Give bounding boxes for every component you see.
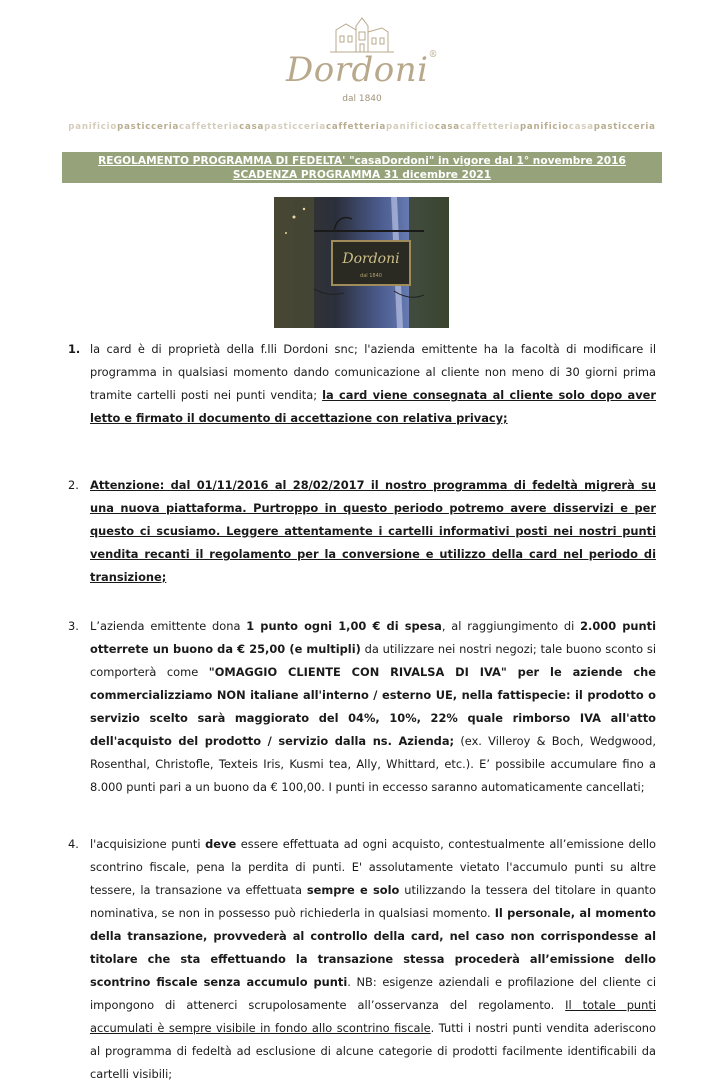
item-text: deve <box>205 837 237 851</box>
bakery-building-logo-icon <box>326 14 398 54</box>
tagline-word: pasticceria <box>117 122 180 132</box>
item-text: "OMAGGIO CLIENTE CON RIVALSA DI IVA" per le aziende che commercializziamo NON italiane all'interno / esterno UE, nella fattispecie: il prodotto o servizio scelto sarà maggiorato del 04%, 10%, 22% quale rimborso IVA all'atto dell'acquisto del prodotto / servizio dalla ns. Azienda; <box>90 665 656 748</box>
regulation-title-banner <box>62 152 662 183</box>
tagline-word: panificio <box>519 122 569 132</box>
item-text: (ex. Villeroy & Boch, Wedgwood, Rosenthal, Christofle, Texteis Iris, Kusmi tea, Ally, Whittard, etc.). E’ possibile accumulare fino a 8.000 punti pari a un buono da € 100,00. I punti in eccesso saranno automaticamente cancellati; <box>90 734 656 794</box>
tagline-word: caffetteria <box>179 122 240 132</box>
item-text: Il personale, al momento della transazione, provvederà al controllo della card, nel caso non corrispondesse al titolare che sta effettuando la transazione stessa procederà all’emissione dello scontrino fiscale senza accumulo punti <box>90 906 656 989</box>
item-number: 4. <box>68 837 79 851</box>
item-text: da utilizzare nei nostri negozi; tale buono sconto si comporterà come <box>90 642 656 679</box>
brand-logo <box>0 50 724 90</box>
brand-since: dal 1840 <box>342 94 382 104</box>
regulation-item <box>68 615 656 799</box>
item-number: 3. <box>68 619 79 633</box>
tagline <box>0 122 724 132</box>
tagline-word: pasticceria <box>264 122 327 132</box>
letterhead <box>0 0 724 140</box>
sign-since: dal 1840 <box>360 273 382 279</box>
sign-brand: Dordoni <box>342 251 400 267</box>
registered-mark: ® <box>428 50 438 60</box>
tagline-word: casa <box>434 122 460 132</box>
item-text: Attenzione: dal 01/11/2016 al 28/02/2017 il nostro programma di fedeltà migrerà su una nuova piattaforma. Purtroppo in questo periodo potremo avere disservizi e per questo ci scusiamo. Leggere attentamente i cartelli informativi posti nei nostri punti vendita recanti il regolamento per la conversione e utilizzo della card nel periodo di transizione; <box>90 478 656 584</box>
item-text: . Tutti i nostri punti vendita aderiscono al programma di fedeltà ad esclusione di alcune categorie di prodotti facilmente identificabili da cartelli visibili; <box>90 1021 656 1081</box>
item-text: la card è di proprietà della f.lli Dordoni snc; l'azienda emittente ha la facoltà di modificare il programma in qualsiasi momento dando comunicazione al cliente non meno di 30 giorni prima tramite cartelli posti nei punti vendita; <box>90 342 656 402</box>
tagline-word: panificio <box>68 122 118 132</box>
item-text: essere effettuata ad ogni acquisto, contestualmente all’emissione dello scontrino fiscale, pena la perdita di punti. E' assolutamente vietato l'accumulo punti su altre tessere, la transazione va effettuata <box>90 837 656 897</box>
regulation-list <box>68 338 656 1086</box>
item-number: 1. <box>68 342 81 356</box>
shop-sign-illustration <box>274 197 449 328</box>
brand-name: Dordoni <box>286 50 429 90</box>
regulation-item <box>68 833 656 1086</box>
item-text: utilizzando la tessera del titolare in quanto nominativa, se non in possesso può richiederla in qualsiasi momento. <box>90 883 656 920</box>
tagline-word: pasticceria <box>593 122 656 132</box>
program-expiry: SCADENZA PROGRAMMA 31 dicembre 2021 <box>232 169 492 181</box>
item-text: L’azienda emittente dona <box>90 619 247 633</box>
regulation-title: REGOLAMENTO PROGRAMMA DI FEDELTA' "casaDordoni" in vigore dal 1° novembre 2016 <box>98 155 626 167</box>
item-text: . NB: esigenze aziendali e profilazione del cliente ci impongono di attenerci scrupolosamente all’osservanza del regolamento. <box>90 975 656 1012</box>
tagline-word: panificio <box>386 122 435 132</box>
item-text: sempre e solo <box>306 883 400 897</box>
tagline-word: casa <box>239 122 265 132</box>
item-text: Il totale punti accumulati è sempre visibile in fondo allo scontrino fiscale <box>90 998 656 1035</box>
item-number: 2. <box>68 478 79 492</box>
item-text: 2.000 punti otterrete un buono da € 25,00 (e multipli) <box>90 619 657 656</box>
tagline-word: caffetteria <box>326 122 387 132</box>
tagline-word: caffetteria <box>459 122 520 132</box>
item-text: 1 punto ogni 1,00 € di spesa <box>246 619 442 633</box>
item-text: , al raggiungimento di <box>441 619 581 633</box>
tagline-word: casa <box>568 122 594 132</box>
item-text: la card viene consegnata al cliente solo dopo aver letto e firmato il documento di accettazione con relativa privacy; <box>90 388 656 425</box>
item-text: l'acquisizione punti <box>90 837 206 851</box>
regulation-item <box>68 474 656 589</box>
regulation-item <box>68 338 656 430</box>
shop-sign-photo <box>274 197 449 328</box>
